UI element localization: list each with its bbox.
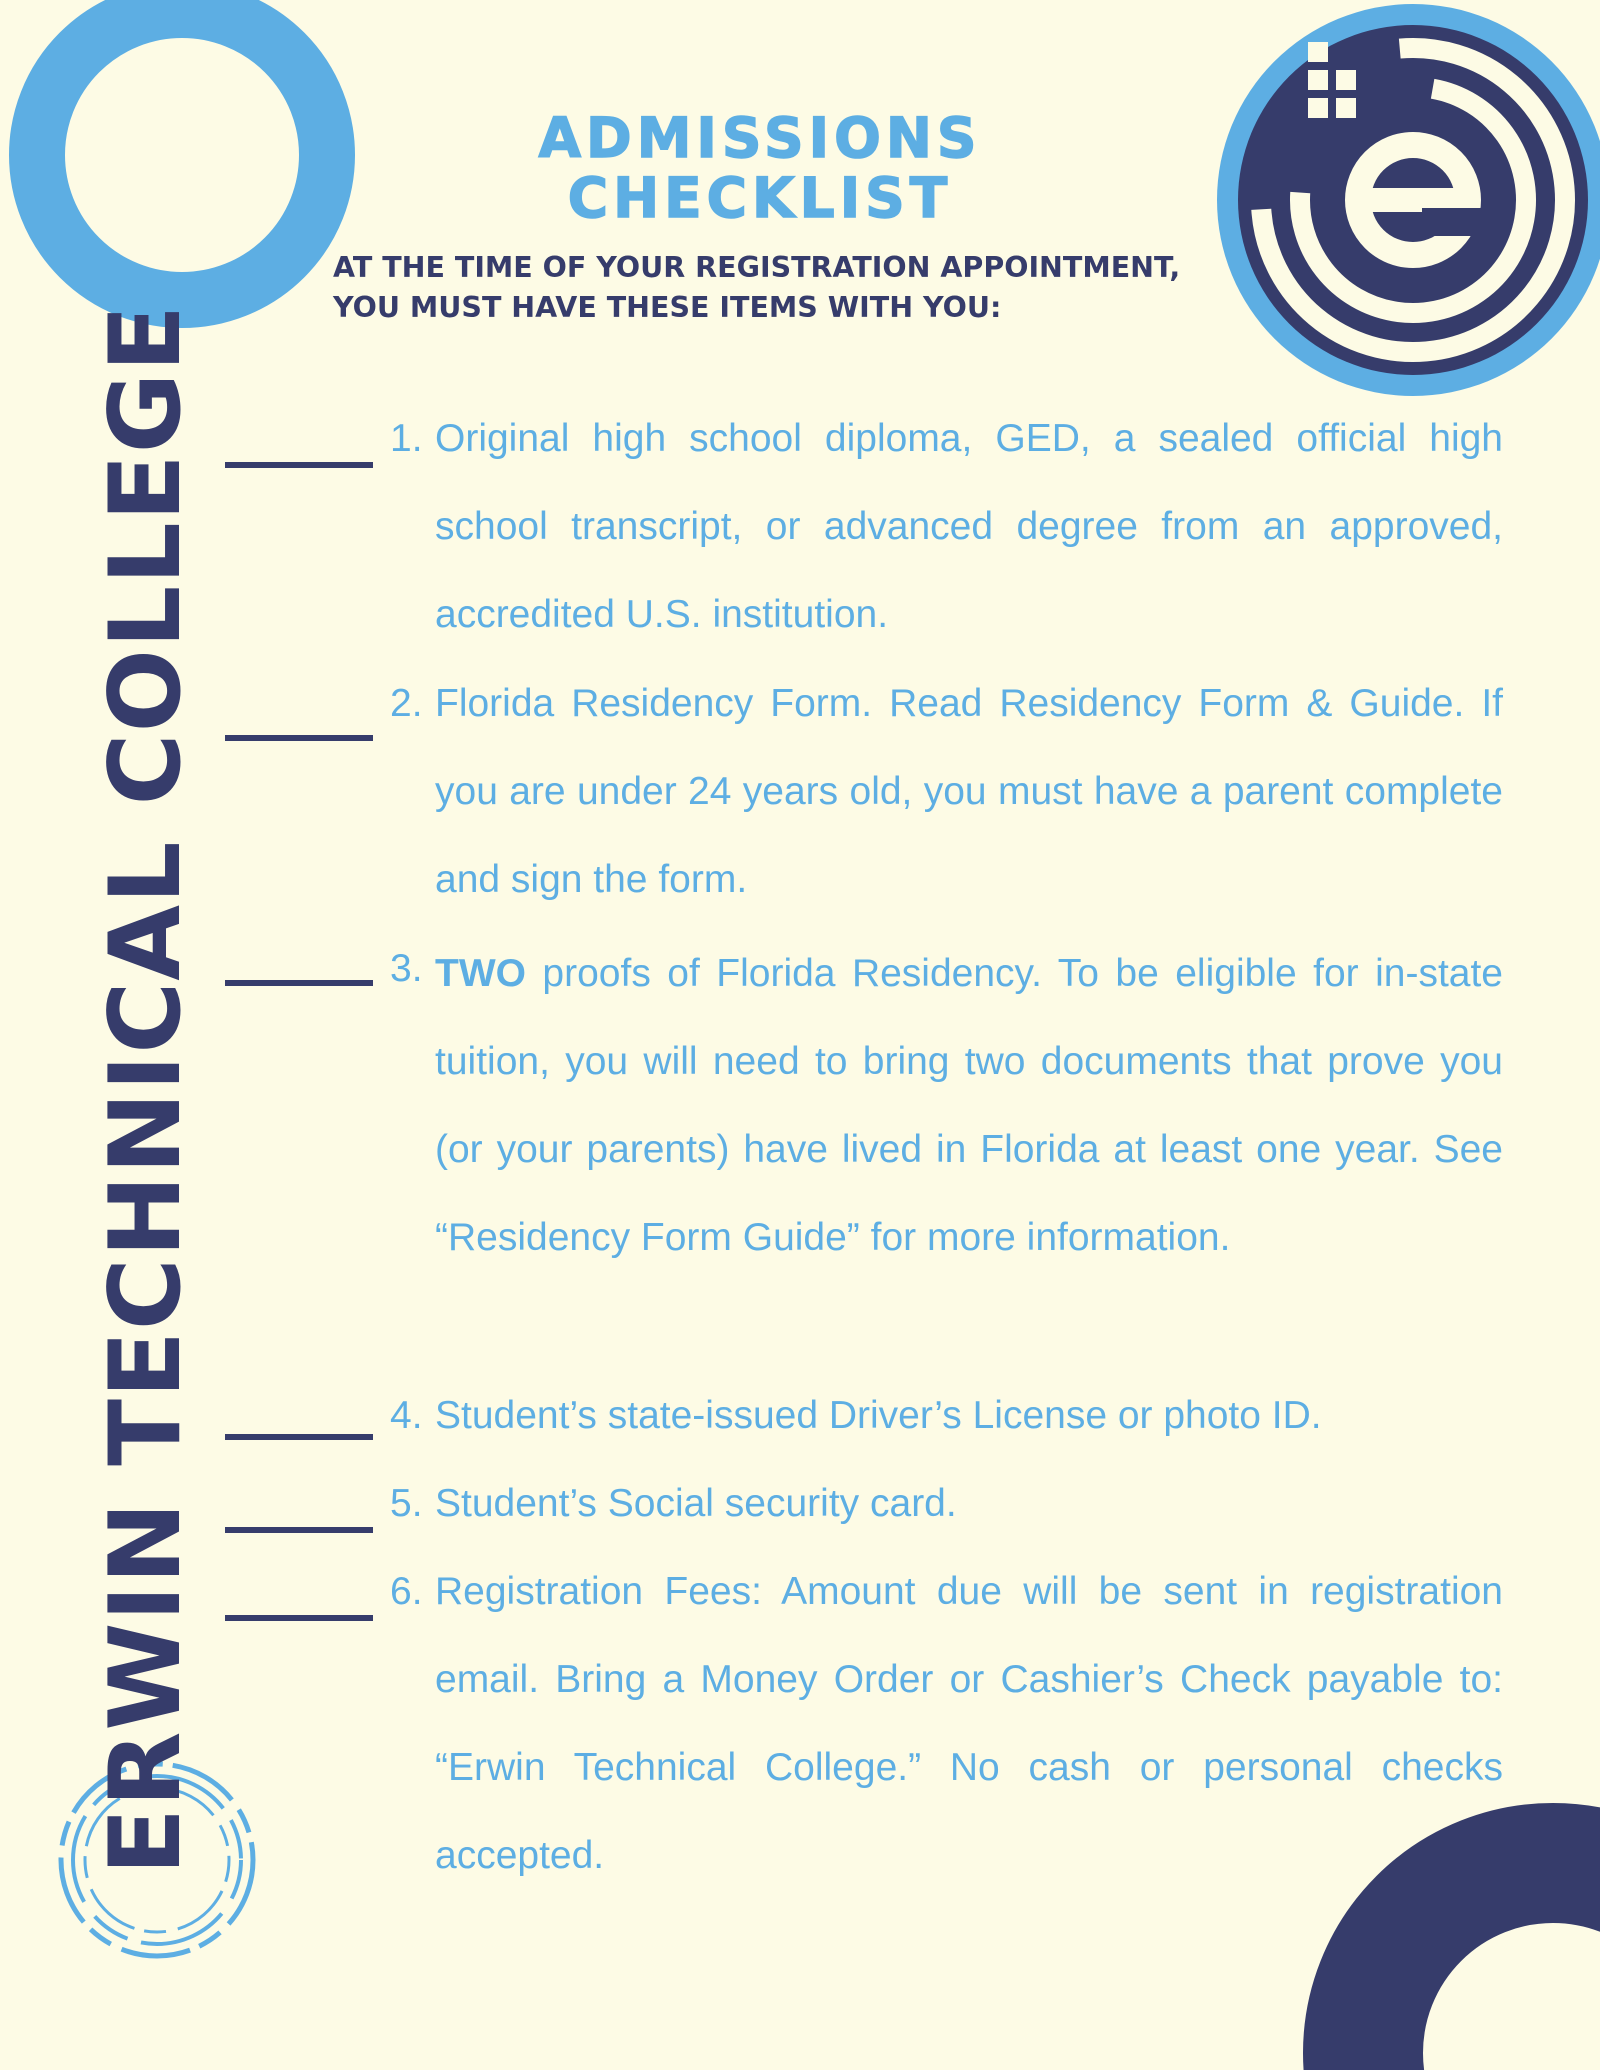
item-number: 3. (390, 947, 423, 990)
checkbox-line-2[interactable] (225, 735, 373, 741)
title-line-2: CHECKLIST (567, 166, 953, 230)
item-number: 4. (390, 1394, 423, 1437)
checklist-item-2 (390, 660, 1503, 924)
checklist-item-5 (390, 1460, 1503, 1548)
intro-text: AT THE TIME OF YOUR REGISTRATION APPOINTMENT, YOU MUST HAVE THESE ITEMS WITH YOU: (333, 251, 1181, 324)
item-text: Registration Fees: Amount due will be sent in registration email. Bring a Money Order or Cashier’s Check payable to: “Erwin Technical College.” No cash or personal checks accepted. (435, 1570, 1503, 1877)
item-text: Student’s state-issued Driver’s License or photo ID. (435, 1394, 1322, 1437)
title-line-1: ADMISSIONS (538, 106, 982, 170)
item-number: 2. (390, 682, 423, 725)
top-left-ring (37, 10, 327, 300)
checkbox-line-1[interactable] (225, 462, 373, 468)
checkbox-line-6[interactable] (225, 1615, 373, 1621)
page-title (440, 108, 1080, 228)
item-text-rest: proofs of Florida Residency. To be eligible for in-state tuition, you will need to bring two documents that prove you (or your parents) have lived in Florida at least one year. See “Residency Form Guide” for more information. (435, 952, 1503, 1259)
checklist-item-1 (390, 395, 1503, 659)
item-number: 1. (390, 417, 423, 460)
item-number: 6. (390, 1570, 423, 1613)
checklist-item-6 (390, 1548, 1503, 1900)
item-text: Student’s Social security card. (435, 1482, 957, 1525)
checkbox-line-4[interactable] (225, 1434, 373, 1440)
checkbox-line-5[interactable] (225, 1527, 373, 1533)
checklist-item-3 (390, 930, 1503, 1282)
item-number: 5. (390, 1482, 423, 1525)
college-logo (1182, 0, 1600, 400)
item-text: Original high school diploma, GED, a sealed official high school transcript, or advanced degree from an approved, accredited U.S. institution. (435, 417, 1503, 636)
item-text-emphasis: TWO (435, 952, 526, 995)
item-text: Florida Residency Form. Read Residency Form & Guide. If you are under 24 years old, you must have a parent complete and sign the form. (435, 682, 1503, 901)
item-text (435, 930, 1503, 1282)
side-college-name: ERWIN TECHNICAL COLLEGE (89, 303, 203, 1875)
checklist-item-4 (390, 1372, 1503, 1460)
checkbox-line-3[interactable] (225, 980, 373, 986)
